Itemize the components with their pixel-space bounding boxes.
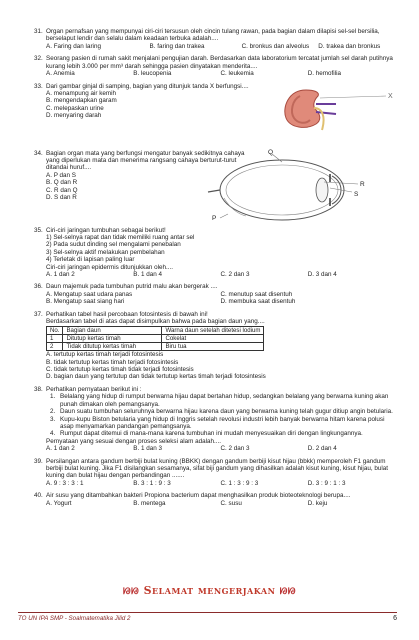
question-stem: Bagian organ mata yang berfungsi mengatur banyak sedikitnya cahaya yang diperlukan mata dan menerima rangsang cahaya berturut-turut ditandai huruf....	[46, 149, 245, 172]
option-d[interactable]: D. keju	[307, 499, 328, 507]
footer-title: TO UN IPA SMP - Soalmatematika Jilid 2	[18, 615, 131, 622]
option-d[interactable]: D. 2 dan 4	[307, 445, 337, 453]
question-stem: Dari gambar ginjal di samping, bagian yang ditunjuk tanda X berfungsi....	[46, 82, 249, 90]
option-d[interactable]: D. trakea dan bronkus	[318, 42, 381, 50]
option-c[interactable]: C. menutup saat disentuh	[220, 290, 293, 298]
options	[34, 480, 395, 487]
table-cell: Cokelat	[162, 334, 264, 342]
option-d[interactable]: D. menyaring darah	[46, 112, 102, 120]
table-cell: 2	[47, 342, 63, 350]
label-q: Q	[268, 149, 274, 156]
table-row	[47, 334, 264, 342]
options	[34, 500, 395, 507]
label-p: P	[212, 215, 217, 222]
question-39	[34, 458, 395, 488]
question-prompt: Ciri-ciri jaringan epidermis ditunjukkan oleh....	[46, 263, 174, 271]
question-stem: Perhatikan pernyataan berikut ini :	[46, 385, 142, 393]
question-31	[34, 28, 395, 50]
option-b[interactable]: B. 3 : 1 : 9 : 3	[133, 479, 171, 487]
option-a[interactable]: A. P dan S	[46, 171, 76, 179]
option-b[interactable]: B. tidak tertutup kertas timah terjadi fotosintesis	[46, 358, 179, 366]
item-text: Daun suatu tumbuhan seluruhnya berwarna hijau karena daun yang berwarna kuning telah gugur ditiup angin betularia.	[60, 408, 393, 416]
option-a[interactable]: A. 1 dan 2	[46, 271, 75, 279]
question-number: 35.	[34, 226, 43, 234]
option-a[interactable]: A. Faring dan laring	[46, 42, 101, 50]
question-stem: Persilangan antara gandum berbiji bulat kuning (BBKK) dengan gandum berbiji kisut hijau (bbkk) memperoleh F1 gandum berbiji bulat kuning. Jika F1 disilangkan sesamanya, sifat biji gandum yang dihasilkan adalah kisut kuning, kisut hijau, bulat kuning dan bulat hijau dengan perbandingan .......	[46, 457, 388, 480]
question-number: 37.	[34, 310, 43, 318]
pointer-line	[324, 182, 358, 184]
item-text: Belalang yang hidup di rumput berwarna hijau dapat bertahan hidup, sedangkan belalang yang berwarna kuning akan punah dimakan oleh pemangsanya.	[60, 393, 389, 408]
pointer-line	[220, 214, 228, 218]
feature-list	[34, 234, 395, 271]
option-a[interactable]: A. tertutup kertas timah terjadi fotosintesis	[46, 351, 164, 359]
table-cell: Biru tua	[162, 342, 264, 350]
column-header: Warna daun setelah ditetesi lodium	[162, 326, 264, 334]
options	[34, 271, 395, 278]
item-text: Rumput dapat ditemui di mana-mana karena tumbuhan ini mudah menyesuaikan diri dengan lingkungannya.	[60, 430, 363, 438]
question-number: 33.	[34, 82, 43, 90]
question-32	[34, 55, 395, 77]
kidney-icon	[285, 90, 336, 130]
label-x: X	[388, 93, 393, 100]
option-b[interactable]: B. Mengatup saat siang hari	[46, 298, 125, 306]
option-a[interactable]: A. Mengatup saat udara panas	[46, 290, 133, 298]
option-b[interactable]: B. mengendapkan garam	[46, 97, 117, 105]
item-text: Kupu-kupu Biston betularia yang hidup di Inggris setelah revolusi industri lebih banyak berwarna hitam karena polusi asap menyamarkan pandangan pemangsanya.	[60, 415, 385, 430]
question-number: 32.	[34, 55, 43, 63]
item-number: 2.	[50, 408, 56, 416]
option-d[interactable]: D. S dan R	[46, 194, 77, 202]
question-number: 31.	[34, 28, 43, 35]
options	[34, 43, 395, 50]
eye-diagram	[172, 148, 382, 224]
option-d[interactable]: D. 3 dan 4	[307, 271, 337, 279]
statement-item	[34, 416, 395, 431]
statement-item	[34, 430, 395, 437]
option-d[interactable]: D. hemofilia	[307, 70, 341, 78]
option-b[interactable]: B. mentega	[133, 499, 166, 507]
results-table	[46, 326, 264, 352]
page-number: 6	[393, 615, 397, 622]
list-item: 3) Sel-selnya aktif melakukan pembelahan	[46, 248, 165, 256]
question-number: 36.	[34, 283, 43, 291]
question-stem: Perhatikan tabel hasil percobaan fotosintesis di bawah ini!	[46, 310, 208, 318]
question-number: 38.	[34, 385, 43, 393]
decoration-right: ᘘᘘ	[279, 587, 297, 597]
option-a[interactable]: A. 9 : 3 : 3 : 1	[46, 479, 84, 487]
option-c[interactable]: C. bronkus dan alveolus	[241, 42, 310, 50]
question-40	[34, 492, 395, 507]
closing-message	[0, 585, 419, 598]
option-a[interactable]: A. Yogurt	[46, 499, 72, 507]
item-number: 1.	[50, 393, 56, 401]
closing-text: Selamat mengerjakan	[143, 584, 276, 597]
list-item: 4) Terletak di lapisan paling luar	[46, 256, 135, 264]
options	[34, 351, 395, 381]
option-d[interactable]: D. bagian daun yang tertutup dan tidak tertutup kertas timah terjadi fotosintesis	[46, 373, 266, 381]
option-b[interactable]: B. Q dan R	[46, 179, 78, 187]
option-b[interactable]: B. leucopenia	[133, 70, 172, 78]
eye-icon	[208, 160, 344, 220]
page-footer	[18, 612, 397, 623]
option-a[interactable]: A. Anemia	[46, 70, 75, 78]
pointer-line	[320, 96, 386, 98]
column-header: No.	[47, 326, 63, 334]
option-c[interactable]: C. tidak tertutup kertas timah tidak terjadi fotosintesis	[46, 366, 194, 373]
options	[34, 291, 395, 306]
list-item: 1) Sel-selnya rapat dan tidak memiliki ruang antar sel	[46, 233, 195, 241]
question-35	[34, 227, 395, 279]
option-c[interactable]: C. 2 dan 3	[220, 271, 250, 279]
option-b[interactable]: B. faring dan trakea	[149, 42, 205, 50]
question-stem: Seorang pasien di rumah sakit menjalani pengujian darah. Berdasarkan data laboratorium tercatat jumlah sel darah putihnya kurang lebih 3.000 per mm³ darah sehingga pasien dinyatakan menderita....	[46, 55, 393, 70]
pointer-line	[272, 154, 282, 162]
options	[34, 70, 395, 77]
question-stem: Air susu yang ditambahkan bakteri Propiona bacterium dapat menghasilkan produk bioteoteknologi berupa....	[46, 492, 351, 500]
option-c[interactable]: C. 1 : 3 : 9 : 3	[220, 479, 259, 487]
decoration-left: ᘘᘘ	[122, 587, 140, 597]
table-header-row	[47, 326, 264, 334]
table-row	[47, 342, 264, 350]
option-a[interactable]: A. menampung air kemih	[46, 89, 116, 97]
question-number: 39.	[34, 457, 43, 465]
item-number: 4.	[50, 430, 56, 438]
table-cell: 1	[47, 334, 63, 342]
question-stem: Daun majemuk pada tumbuhan putrid malu akan bergerak ....	[46, 283, 218, 291]
question-37	[34, 311, 395, 381]
label-r: R	[360, 181, 365, 188]
options	[34, 445, 395, 452]
question-stem: Organ pernafsan yang mempunyai ciri-ciri tersusun oleh cincin tulang rawan, pada bagian dalam dilapisi sel-sel bersilia, berselaput lendir dan selalu dalam keadaan terbuka adalah....	[46, 28, 380, 43]
option-c[interactable]: C. susu	[220, 499, 242, 507]
question-prompt: Pernyataan yang sesuai dengan proses seleksi alam adalah....	[46, 437, 222, 445]
kidney-diagram	[276, 86, 396, 132]
option-d[interactable]: D. membuka saat disentuh	[220, 298, 296, 306]
question-38	[34, 386, 395, 453]
option-b[interactable]: B. 1 dan 3	[133, 445, 162, 453]
option-d[interactable]: D. 3 : 9 : 1 : 3	[307, 479, 346, 487]
question-prompt: Berdasarkan tabel di atas dapat disimpulkan bahwa pada bagian daun yang....	[46, 318, 265, 326]
option-a[interactable]: A. 1 dan 2	[46, 445, 75, 453]
question-stem: Ciri-ciri jaringan tumbuhan sebagai berikut!	[46, 226, 166, 234]
item-number: 3.	[50, 415, 56, 423]
option-c[interactable]: C. melepaskan urine	[46, 104, 104, 112]
table-cell: Tidak ditutup kertas timah	[63, 342, 162, 350]
question-number: 40.	[34, 492, 43, 500]
table-cell: Ditutup kertas timah	[63, 334, 162, 342]
question-number: 34.	[34, 149, 43, 157]
column-header: Bagian daun	[63, 326, 162, 334]
question-36	[34, 283, 395, 305]
label-s: S	[354, 191, 359, 198]
option-b[interactable]: B. 1 dan 4	[133, 271, 162, 279]
option-c[interactable]: C. leukemia	[220, 70, 254, 78]
option-c[interactable]: C. R dan Q	[46, 186, 78, 194]
list-item: 2) Pada sudut dinding sel mengalami penebalan	[46, 241, 181, 249]
option-c[interactable]: C. 2 dan 3	[220, 445, 250, 453]
statement-item	[34, 408, 395, 415]
statement-item	[34, 393, 395, 408]
